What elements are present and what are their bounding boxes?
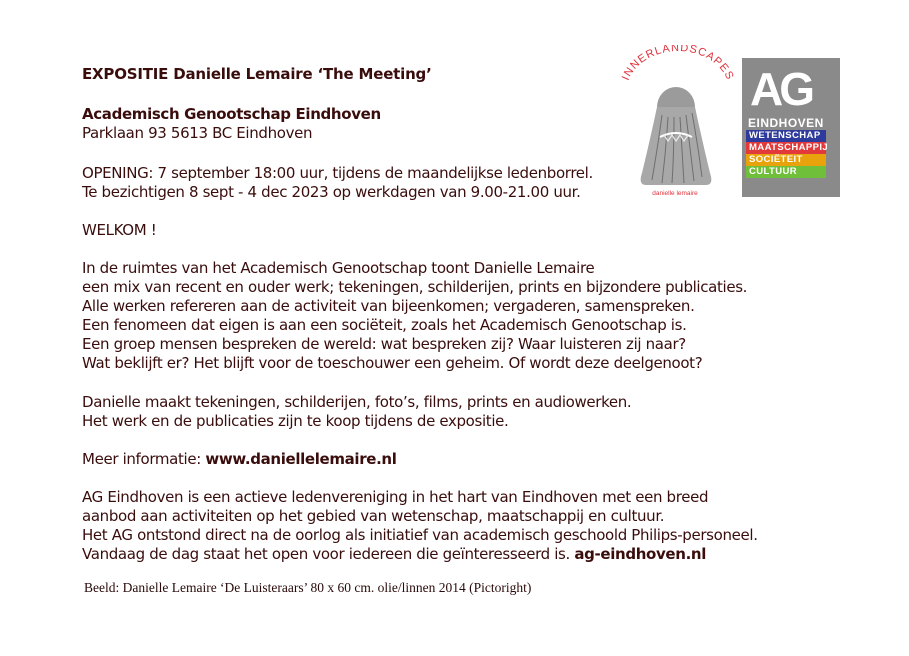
artwork-artist: danielle lemaire (652, 190, 698, 197)
venue-address: Parklaan 93 5613 BC Eindhoven (82, 124, 313, 142)
artwork-title: INNERLANDSCAPES (619, 45, 737, 83)
intro-line: Een fenomeen dat eigen is aan een sociëteit, zoals het Academisch Genootschap is. (82, 316, 687, 334)
ag-bar-societeit: SOCIËTEIT (746, 154, 826, 166)
hair-figure (641, 87, 712, 185)
opening-line: OPENING: 7 september 18:00 uur, tijdens de maandelijkse ledenborrel. (82, 164, 593, 182)
ag-eindhoven-logo (742, 58, 840, 197)
image-caption: Beeld: Danielle Lemaire ‘De Luisteraars’ 80 x 60 cm. olie/linnen 2014 (Pictoright) (84, 580, 532, 595)
ag-paragraph (82, 488, 758, 564)
artwork-image (612, 45, 738, 200)
ag-bar-maatschappij: MAATSCHAPPIJ (746, 142, 826, 154)
ag-last-line (82, 545, 758, 564)
intro-line: Alle werken refereren aan de activiteit van bijeenkomen; vergaderen, samenspreken. (82, 297, 695, 315)
ag-line: Het AG ontstond direct na de oorlog als initiatief van academisch geschoold Philips-personeel. (82, 526, 758, 544)
intro-line: Een groep mensen bespreken de wereld: wat bespreken zij? Waar luisteren zij naar? (82, 335, 686, 353)
works-paragraph (82, 393, 631, 431)
ag-line: AG Eindhoven is een actieve ledenvereniging in het hart van Eindhoven met een breed (82, 488, 709, 506)
works-line: Danielle maakt tekeningen, schilderijen, foto’s, films, prints en audiowerken. (82, 393, 632, 411)
more-info-label: Meer informatie: (82, 450, 206, 468)
more-info (82, 450, 397, 469)
title-rest: Danielle Lemaire ‘The Meeting’ (168, 65, 432, 83)
ag-website-link[interactable]: ag-eindhoven.nl (574, 545, 707, 563)
intro-line: In de ruimtes van het Academisch Genootschap toont Danielle Lemaire (82, 259, 595, 277)
title-prefix: EXPOSITIE (82, 65, 169, 83)
welcome-text: WELKOM ! (82, 221, 157, 239)
ag-bar-cultuur: CULTUUR (746, 166, 826, 178)
ag-logo-bars (746, 130, 829, 180)
viewing-hours: Te bezichtigen 8 sept - 4 dec 2023 op werkdagen van 9.00-21.00 uur. (82, 183, 581, 201)
intro-line: Wat beklijft er? Het blijft voor de toeschouwer een geheim. Of wordt deze deelgenoot? (82, 354, 703, 372)
exhibition-title (82, 65, 432, 84)
ag-logo-letters: AG (750, 63, 811, 115)
venue-name: Academisch Genootschap Eindhoven (82, 105, 381, 123)
ag-logo-city: EINDHOVEN (748, 116, 824, 130)
artist-website-link[interactable]: www.daniellelemaire.nl (205, 450, 397, 468)
ag-last-line-text: Vandaag de dag staat het open voor iedereen die geïnteresseerd is. (82, 545, 575, 563)
intro-paragraph (82, 259, 747, 373)
ag-bar-wetenschap: WETENSCHAP (746, 130, 826, 142)
artwork-illustration (612, 45, 738, 200)
works-line: Het werk en de publicaties zijn te koop tijdens de expositie. (82, 412, 509, 430)
ag-line: aanbod aan activiteiten op het gebied van wetenschap, maatschappij en cultuur. (82, 507, 665, 525)
intro-line: een mix van recent en ouder werk; tekeningen, schilderijen, prints en bijzondere publicaties. (82, 278, 748, 296)
